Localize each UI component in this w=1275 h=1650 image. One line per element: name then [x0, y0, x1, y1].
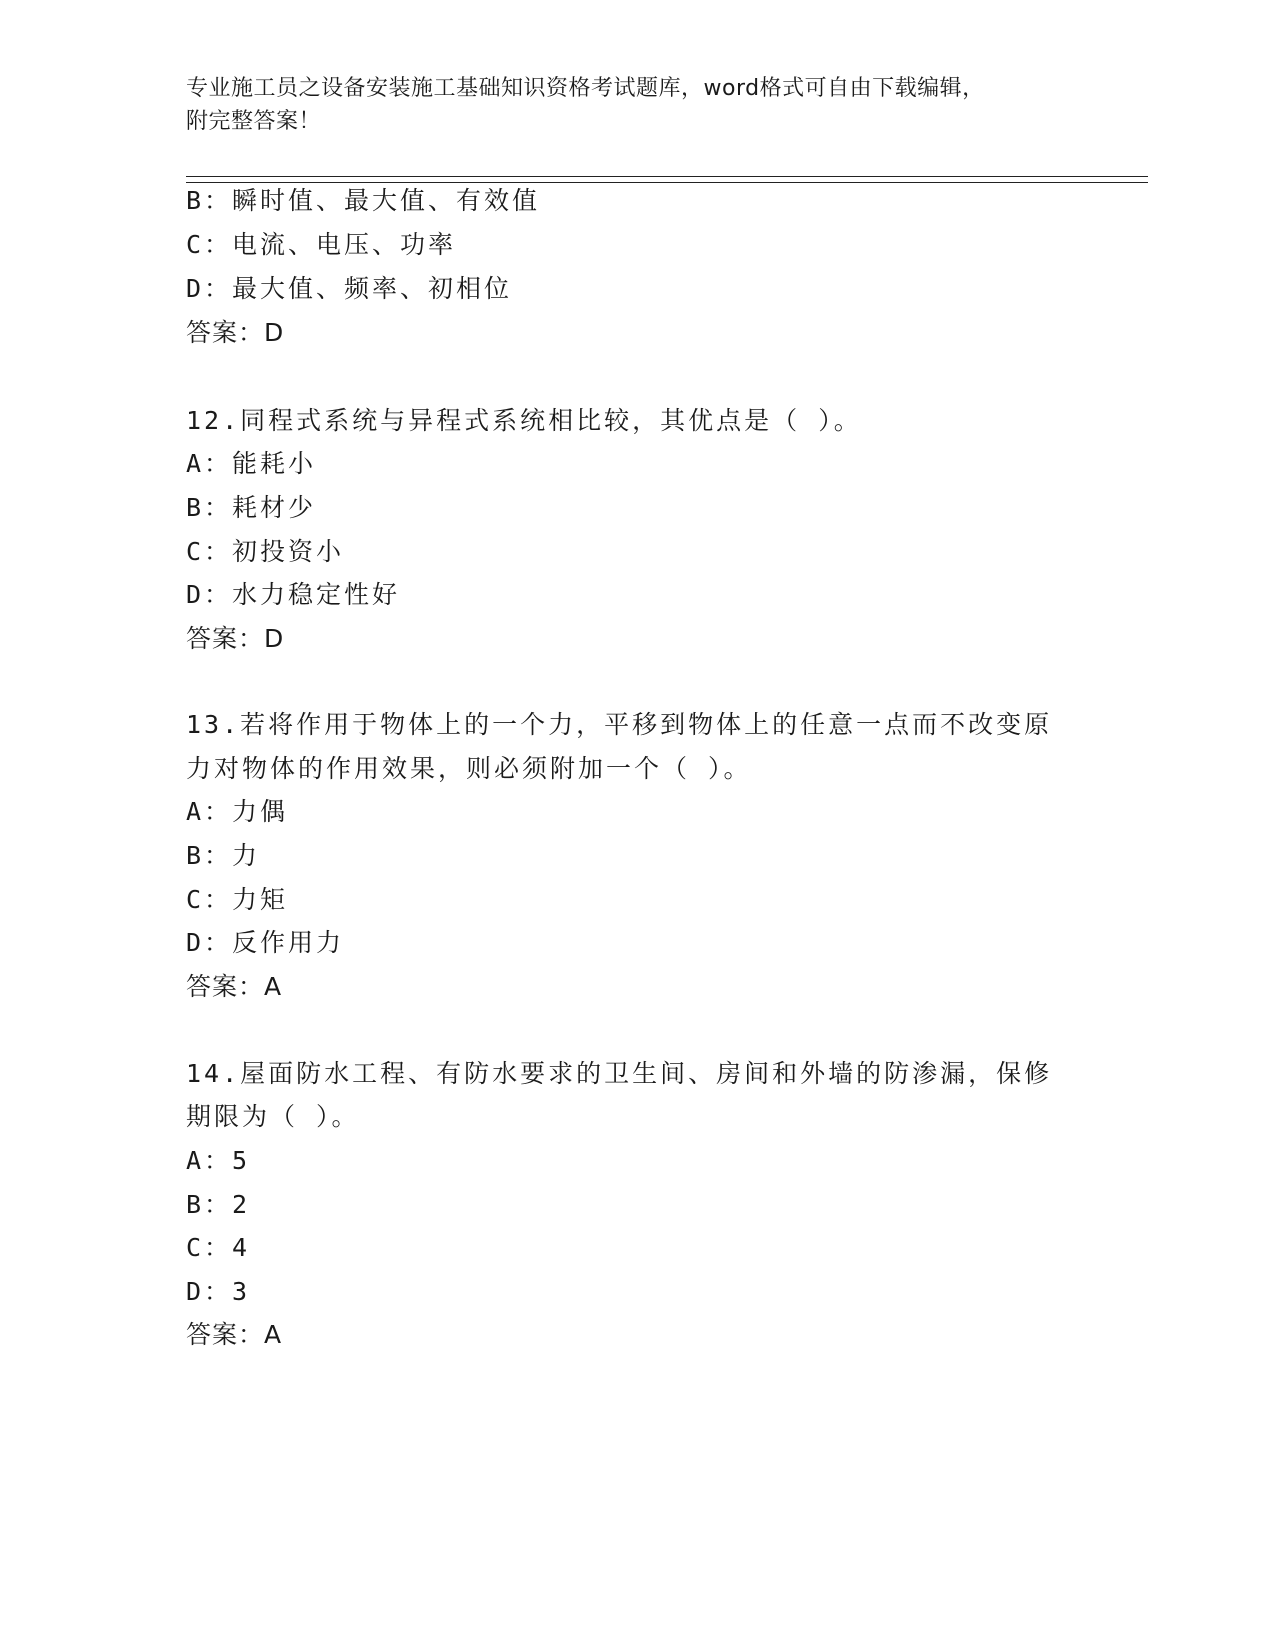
q14-option-d: D：3 — [186, 1277, 251, 1306]
q11-option-b: B：瞬时值、最大值、有效值 — [186, 186, 541, 215]
q13-stem-line-1: 13.若将作用于物体上的一个力，平移到物体上的任意一点而不改变原 — [186, 710, 1053, 739]
q12-option-d: D：水力稳定性好 — [186, 580, 401, 609]
q12-answer: 答案：D — [186, 624, 285, 653]
q12-option-c: C：初投资小 — [186, 537, 345, 566]
q12-stem: 12.同程式系统与异程式系统相比较，其优点是（ ）。 — [186, 406, 862, 435]
q13-option-b: B：力 — [186, 841, 261, 870]
q14-answer: 答案：A — [186, 1320, 283, 1349]
q14-option-a: A：5 — [186, 1146, 251, 1175]
q11-option-c: C：电流、电压、功率 — [186, 230, 457, 259]
q13-option-c: C：力矩 — [186, 885, 289, 914]
q14-option-c: C：4 — [186, 1233, 251, 1262]
header-divider-top — [186, 176, 1148, 177]
q14-stem-line-1: 14.屋面防水工程、有防水要求的卫生间、房间和外墙的防渗漏，保修 — [186, 1059, 1053, 1088]
document-header — [186, 72, 1086, 138]
header-line-2: 附完整答案！ — [186, 109, 322, 134]
q13-stem-line-2: 力对物体的作用效果，则必须附加一个（ ）。 — [186, 754, 752, 783]
q11-answer: 答案：D — [186, 318, 285, 347]
q13-option-a: A：力偶 — [186, 797, 289, 826]
q14-option-b: B：2 — [186, 1190, 251, 1219]
q13-option-d: D：反作用力 — [186, 928, 345, 957]
q12-option-b: B：耗材少 — [186, 493, 317, 522]
header-divider-bottom — [186, 182, 1148, 183]
q14-stem-line-2: 期限为（ ）。 — [186, 1102, 360, 1131]
q13-answer: 答案：A — [186, 972, 283, 1001]
q11-option-d: D：最大值、频率、初相位 — [186, 274, 513, 303]
q12-option-a: A：能耗小 — [186, 449, 317, 478]
header-line-1: 专业施工员之设备安装施工基础知识资格考试题库，word格式可自由下载编辑， — [186, 76, 985, 101]
